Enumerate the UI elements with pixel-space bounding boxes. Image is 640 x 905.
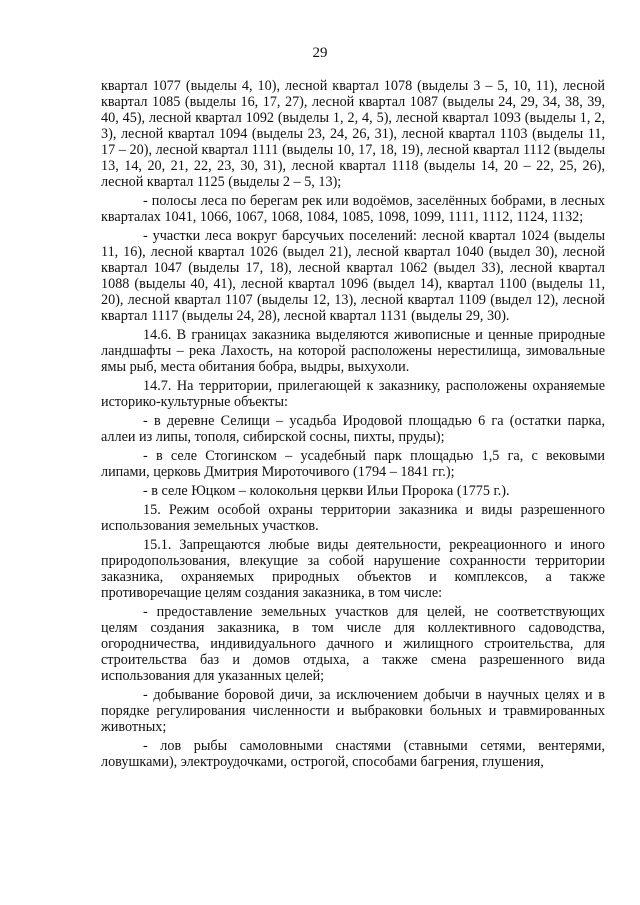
paragraph-15-1-prohibited-activities: 15.1. Запрещаются любые виды деятельности, рекреационного и иного природопользования, влекущие за собой нарушение сохранности территории заказника, охраняемых природных объектов и комплексов, а также противоречащие целям создания заказника, в том числе:	[101, 537, 605, 601]
paragraph-game-hunting-prohibition: - добывание боровой дичи, за исключением добычи в научных целях и в порядке регулирования численности и выбраковки больных и травмированных животных;	[101, 687, 605, 735]
paragraph-forest-quarters-continued: квартал 1077 (выделы 4, 10), лесной квартал 1078 (выделы 3 – 5, 10, 11), лесной квартал 1085 (выделы 16, 17, 27), лесной квартал 1087 (выделы 24, 29, 34, 38, 39, 40, 45), лесной квартал 1092 (выделы 1, 2, 4, 5), лесной квартал 1093 (выделы 1, 2, 3), лесной квартал 1094 (выделы 23, 24, 26, 31), лесной квартал 1103 (выделы 11, 17 – 20), лесной квартал 1111 (выделы 10, 17, 18, 19), лесной квартал 1112 (выделы 13, 14, 20, 21, 22, 23, 30, 31), лесной квартал 1118 (выделы 14, 20 – 22, 25, 26), лесной квартал 1125 (выделы 2 – 5, 13);	[101, 78, 605, 190]
page-number: 29	[312, 45, 328, 61]
paragraph-yutskoe-belltower: - в селе Юцком – колокольня церкви Ильи Пророка (1775 г.).	[143, 483, 510, 499]
paragraph-14-6-landscapes: 14.6. В границах заказника выделяются живописные и ценные природные ландшафты – река Лахость, на которой расположены нерестилища, зимовальные ямы рыб, места обитания бобра, выдры, выхухоли.	[101, 327, 605, 375]
paragraph-selishchi-estate: - в деревне Селищи – усадьба Иродовой площадью 6 га (остатки парка, аллеи из липы, тополя, сибирской сосны, пихты, пруды);	[101, 413, 605, 445]
paragraph-14-7-heritage-objects: 14.7. На территории, прилегающей к заказнику, расположены охраняемые историко-культурные объекты:	[101, 378, 605, 410]
paragraph-stoginskoe-park: - в селе Стогинском – усадебный парк площадью 1,5 га, с вековыми липами, церковь Дмитрия Мироточивого (1794 – 1841 гг.);	[101, 448, 605, 480]
paragraph-fishing-prohibition: - лов рыбы самоловными снастями (ставными сетями, вентерями, ловушками), электроудочками, острогой, способами багрения, глушения,	[101, 738, 605, 770]
document-body	[101, 78, 605, 773]
paragraph-badger-settlements: - участки леса вокруг барсучьих поселений: лесной квартал 1024 (выделы 11, 16), лесной квартал 1026 (выдел 21), лесной квартал 1040 (выдел 30), лесной квартал 1047 (выделы 17, 18), лесной квартал 1062 (выдел 33), лесной квартал 1088 (выделы 40, 41), лесной квартал 1096 (выдел 14), квартал 1100 (выделы 11, 20), лесной квартал 1107 (выделы 12, 13), лесной квартал 1109 (выдел 12), лесной квартал 1117 (выделы 24, 28), лесной квартал 1131 (выделы 29, 30).	[101, 228, 605, 324]
paragraph-15-protection-regime: 15. Режим особой охраны территории заказника и виды разрешенного использования земельных участков.	[101, 502, 605, 534]
paragraph-land-allocation-prohibition: - предоставление земельных участков для целей, не соответствующих целям создания заказника, в том числе для коллективного садоводства, огородничества, индивидуального дачного и жилищного строительства, для строительства баз и домов отдыха, а также смена разрешенного вида использования для указанных целей;	[101, 604, 605, 684]
paragraph-beaver-forest-strips: - полосы леса по берегам рек или водоёмов, заселённых бобрами, в лесных кварталах 1041, 1066, 1067, 1068, 1084, 1085, 1098, 1099, 1111, 1112, 1124, 1132;	[101, 193, 605, 225]
